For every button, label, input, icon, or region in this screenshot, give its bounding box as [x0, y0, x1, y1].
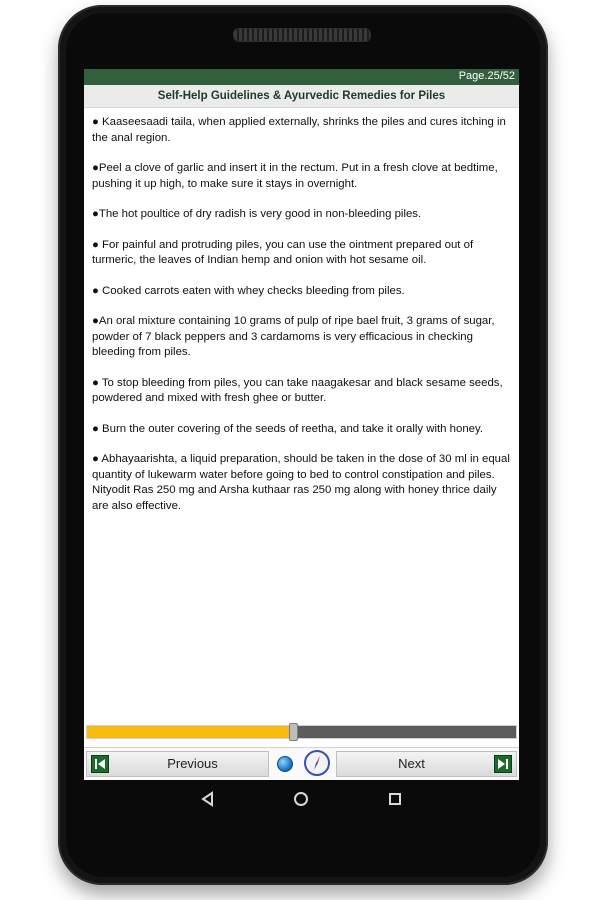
- progress-fill: [87, 726, 293, 738]
- paragraph-6: ●An oral mixture containing 10 grams of pulp of ripe bael fruit, 3 grams of sugar, powder of 7 black peppers and 3 cardamoms is very efficacious in checking bleeding from piles.: [92, 315, 495, 358]
- android-navigation-bar: [84, 782, 519, 816]
- paragraph-2: ●Peel a clove of garlic and insert it in the rectum. Put in a fresh clove at bedtime, pushing it up high, to make sure it stays in overnight.: [92, 162, 498, 190]
- paragraph-5: ● Cooked carrots eaten with whey checks bleeding from piles.: [92, 284, 405, 297]
- content-area: [92, 115, 514, 529]
- previous-arrow-icon: [91, 755, 109, 773]
- app-screen: [84, 69, 519, 780]
- back-triangle-icon[interactable]: [199, 790, 217, 808]
- page-title: Self-Help Guidelines & Ayurvedic Remedies for Piles: [84, 85, 519, 108]
- paragraph-3: ●The hot poultice of dry radish is very good in non-bleeding piles.: [92, 208, 422, 220]
- top-status-bar: [84, 69, 519, 85]
- page-progress-slider[interactable]: [86, 725, 517, 739]
- paragraph-1: ● Kaaseesaadi taila, when applied externally, shrinks the piles and cures itching in the anal region.: [92, 116, 506, 144]
- speaker-grille: [233, 28, 371, 42]
- paragraph-8: ● Burn the outer covering of the seeds of reetha, and take it orally with honey.: [92, 422, 484, 435]
- compass-icon[interactable]: [304, 750, 330, 776]
- paragraph-9: ● Abhayaarishta, a liquid preparation, should be taken in the dose of 30 ml in equal quantity of lukewarm water before going to bed to control constipation and piles. Nityodit Ras 250 mg and Arsha kuthaar ras 250 mg along with honey thrice daily are also effective.: [92, 453, 510, 512]
- globe-icon[interactable]: [277, 756, 293, 772]
- page-indicator: Page.25/52: [458, 70, 515, 82]
- home-circle-icon[interactable]: [292, 790, 310, 808]
- next-arrow-icon: [494, 755, 512, 773]
- next-button[interactable]: [336, 751, 517, 777]
- previous-button[interactable]: [86, 751, 269, 777]
- next-label: Next: [398, 756, 425, 771]
- paragraph-7: ● To stop bleeding from piles, you can take naagakesar and black sesame seeds, powdered and mixed with fresh ghee or butter.: [92, 376, 503, 404]
- recents-square-icon[interactable]: [386, 790, 404, 808]
- previous-label: Previous: [167, 756, 218, 771]
- bottom-navigation-bar: [84, 747, 519, 780]
- progress-thumb[interactable]: [289, 723, 298, 741]
- paragraph-4: ● For painful and protruding piles, you can use the ointment prepared out of turmeric, the leaves of Indian hemp and onion with hot sesame oil.: [92, 238, 474, 266]
